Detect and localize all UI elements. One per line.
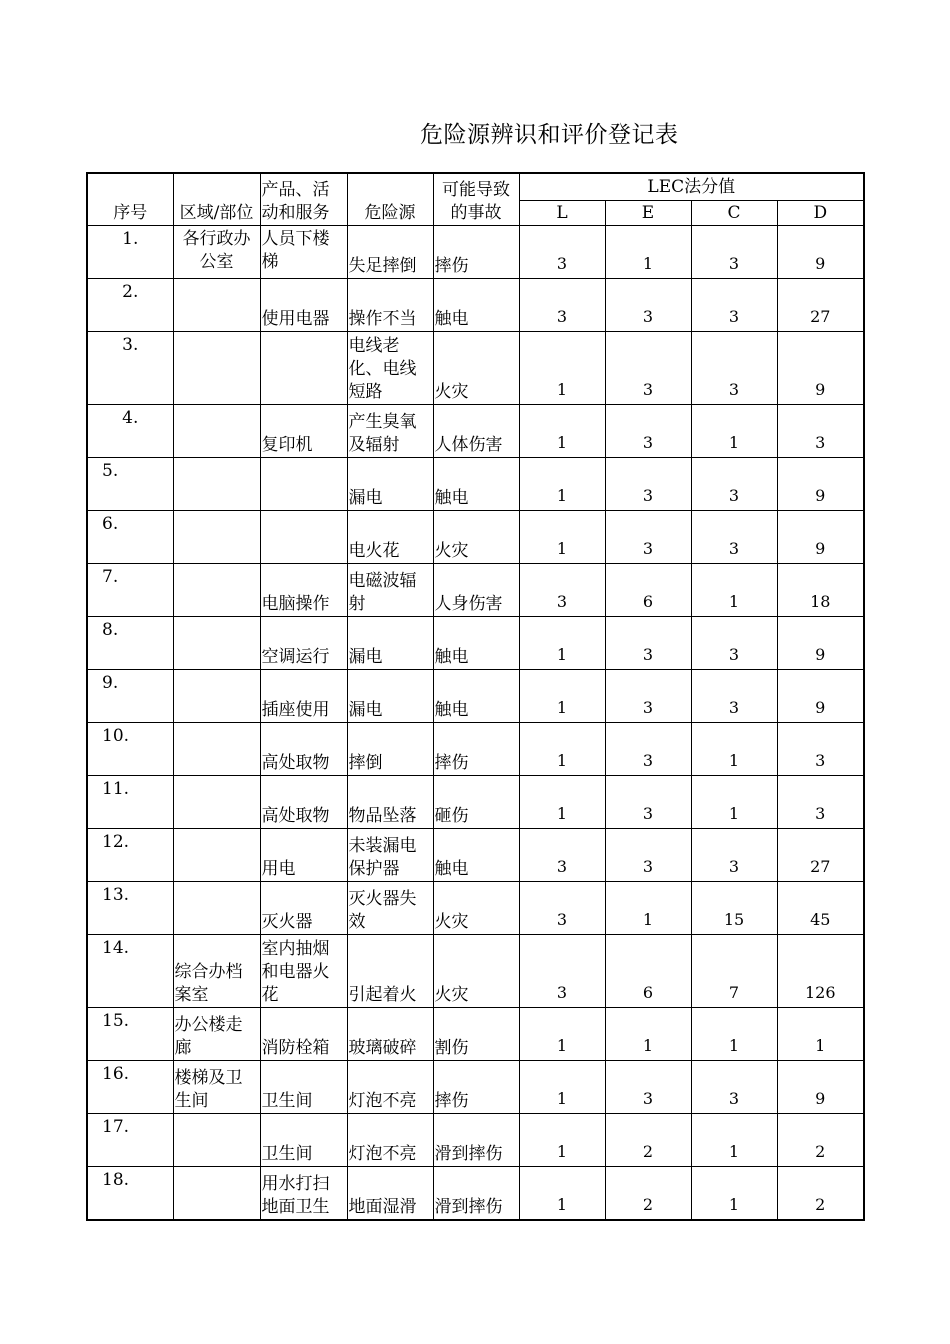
- cell-e: 3: [605, 617, 691, 670]
- cell-c: 3: [691, 829, 777, 882]
- header-lec: LEC法分值: [519, 173, 864, 201]
- cell-seq: 4.: [87, 405, 173, 458]
- cell-area: [173, 670, 260, 723]
- header-d: D: [777, 201, 864, 226]
- cell-seq: 17.: [87, 1114, 173, 1167]
- cell-area: [173, 723, 260, 776]
- cell-d: 27: [777, 829, 864, 882]
- table-row: [87, 405, 864, 458]
- header-seq: 序号: [87, 173, 173, 226]
- cell-c: 15: [691, 882, 777, 935]
- cell-d: 9: [777, 617, 864, 670]
- cell-accident: 人身伤害: [433, 564, 519, 617]
- cell-area: [173, 1114, 260, 1167]
- cell-c: 3: [691, 226, 777, 279]
- cell-hazard: 电线老化、电线短路: [347, 332, 433, 405]
- cell-accident: 滑到摔伤: [433, 1114, 519, 1167]
- table-row: [87, 226, 864, 279]
- table-row: [87, 1008, 864, 1061]
- cell-accident: 火灾: [433, 935, 519, 1008]
- cell-l: 3: [519, 226, 605, 279]
- cell-e: 3: [605, 776, 691, 829]
- cell-seq: 18.: [87, 1167, 173, 1220]
- cell-accident: 人体伤害: [433, 405, 519, 458]
- cell-e: 1: [605, 226, 691, 279]
- cell-accident: 触电: [433, 670, 519, 723]
- cell-activity: 卫生间: [260, 1114, 347, 1167]
- cell-d: 3: [777, 776, 864, 829]
- header-area: 区域/部位: [173, 173, 260, 226]
- cell-e: 6: [605, 564, 691, 617]
- cell-hazard: 漏电: [347, 670, 433, 723]
- cell-e: 3: [605, 1061, 691, 1114]
- cell-activity: [260, 332, 347, 405]
- cell-activity: 卫生间: [260, 1061, 347, 1114]
- cell-area: [173, 564, 260, 617]
- cell-l: 1: [519, 776, 605, 829]
- cell-l: 3: [519, 882, 605, 935]
- cell-accident: 割伤: [433, 1008, 519, 1061]
- cell-e: 3: [605, 332, 691, 405]
- cell-l: 1: [519, 458, 605, 511]
- cell-hazard: 引起着火: [347, 935, 433, 1008]
- header-c: C: [691, 201, 777, 226]
- cell-e: 3: [605, 670, 691, 723]
- cell-c: 1: [691, 723, 777, 776]
- cell-activity: 复印机: [260, 405, 347, 458]
- cell-l: 1: [519, 332, 605, 405]
- cell-c: 3: [691, 617, 777, 670]
- cell-d: 9: [777, 226, 864, 279]
- cell-e: 3: [605, 458, 691, 511]
- cell-d: 3: [777, 405, 864, 458]
- cell-area: 综合办档案室: [173, 935, 260, 1008]
- cell-d: 27: [777, 279, 864, 332]
- cell-area: [173, 776, 260, 829]
- cell-accident: 火灾: [433, 511, 519, 564]
- cell-c: 3: [691, 458, 777, 511]
- cell-d: 9: [777, 1061, 864, 1114]
- cell-area: [173, 617, 260, 670]
- cell-hazard: 漏电: [347, 617, 433, 670]
- cell-hazard: 地面湿滑: [347, 1167, 433, 1220]
- cell-c: 1: [691, 1114, 777, 1167]
- cell-c: 3: [691, 511, 777, 564]
- cell-hazard: 摔倒: [347, 723, 433, 776]
- table-row: [87, 332, 864, 405]
- cell-activity: 用水打扫地面卫生: [260, 1167, 347, 1220]
- cell-e: 2: [605, 1114, 691, 1167]
- cell-c: 3: [691, 332, 777, 405]
- cell-accident: 砸伤: [433, 776, 519, 829]
- cell-e: 2: [605, 1167, 691, 1220]
- cell-l: 1: [519, 405, 605, 458]
- cell-area: 各行政办公室: [173, 226, 260, 279]
- cell-d: 2: [777, 1167, 864, 1220]
- cell-e: 3: [605, 279, 691, 332]
- cell-seq: 2.: [87, 279, 173, 332]
- cell-hazard: 漏电: [347, 458, 433, 511]
- cell-hazard: 灯泡不亮: [347, 1061, 433, 1114]
- cell-hazard: 未装漏电保护器: [347, 829, 433, 882]
- cell-seq: 10.: [87, 723, 173, 776]
- cell-seq: 5.: [87, 458, 173, 511]
- cell-accident: 触电: [433, 829, 519, 882]
- cell-hazard: 灭火器失效: [347, 882, 433, 935]
- cell-area: [173, 511, 260, 564]
- cell-activity: 消防栓箱: [260, 1008, 347, 1061]
- table-row: [87, 670, 864, 723]
- cell-d: 3: [777, 723, 864, 776]
- cell-hazard: 产生臭氧及辐射: [347, 405, 433, 458]
- table-row: [87, 723, 864, 776]
- cell-l: 3: [519, 564, 605, 617]
- cell-c: 7: [691, 935, 777, 1008]
- cell-e: 1: [605, 882, 691, 935]
- cell-seq: 12.: [87, 829, 173, 882]
- cell-c: 1: [691, 1167, 777, 1220]
- cell-e: 3: [605, 511, 691, 564]
- cell-seq: 11.: [87, 776, 173, 829]
- cell-activity: 电脑操作: [260, 564, 347, 617]
- cell-e: 3: [605, 405, 691, 458]
- cell-activity: 用电: [260, 829, 347, 882]
- cell-l: 1: [519, 1061, 605, 1114]
- cell-area: [173, 332, 260, 405]
- table-row: [87, 564, 864, 617]
- table-row: [87, 935, 864, 1008]
- cell-activity: 人员下楼梯: [260, 226, 347, 279]
- cell-c: 3: [691, 279, 777, 332]
- header-e: E: [605, 201, 691, 226]
- cell-hazard: 电磁波辐射: [347, 564, 433, 617]
- cell-seq: 7.: [87, 564, 173, 617]
- table-row: [87, 617, 864, 670]
- cell-c: 3: [691, 670, 777, 723]
- header-activity: 产品、活动和服务: [260, 173, 347, 226]
- cell-accident: 滑到摔伤: [433, 1167, 519, 1220]
- table-body: [87, 226, 864, 1220]
- table-row: [87, 279, 864, 332]
- cell-e: 3: [605, 723, 691, 776]
- cell-activity: 空调运行: [260, 617, 347, 670]
- cell-e: 3: [605, 829, 691, 882]
- table-row: [87, 829, 864, 882]
- cell-activity: [260, 511, 347, 564]
- cell-activity: 使用电器: [260, 279, 347, 332]
- table-row: [87, 1167, 864, 1220]
- cell-d: 126: [777, 935, 864, 1008]
- cell-accident: 火灾: [433, 882, 519, 935]
- cell-l: 1: [519, 1008, 605, 1061]
- cell-e: 6: [605, 935, 691, 1008]
- cell-seq: 6.: [87, 511, 173, 564]
- cell-l: 3: [519, 279, 605, 332]
- cell-hazard: 灯泡不亮: [347, 1114, 433, 1167]
- cell-accident: 触电: [433, 617, 519, 670]
- cell-accident: 触电: [433, 458, 519, 511]
- hazard-register-table: [86, 172, 865, 1221]
- cell-hazard: 失足摔倒: [347, 226, 433, 279]
- cell-seq: 15.: [87, 1008, 173, 1061]
- cell-c: 1: [691, 1008, 777, 1061]
- table-row: [87, 458, 864, 511]
- header-hazard: 危险源: [347, 173, 433, 226]
- cell-d: 2: [777, 1114, 864, 1167]
- cell-c: 1: [691, 776, 777, 829]
- cell-activity: 高处取物: [260, 723, 347, 776]
- cell-activity: [260, 458, 347, 511]
- cell-accident: 摔伤: [433, 1061, 519, 1114]
- cell-area: [173, 1167, 260, 1220]
- cell-accident: 摔伤: [433, 226, 519, 279]
- cell-area: [173, 279, 260, 332]
- cell-d: 18: [777, 564, 864, 617]
- cell-area: 楼梯及卫生间: [173, 1061, 260, 1114]
- cell-d: 9: [777, 458, 864, 511]
- cell-c: 1: [691, 564, 777, 617]
- table-row: [87, 1114, 864, 1167]
- table-row: [87, 1061, 864, 1114]
- cell-area: [173, 458, 260, 511]
- cell-area: [173, 829, 260, 882]
- page-title: 危险源辨识和评价登记表: [420, 122, 679, 148]
- cell-seq: 14.: [87, 935, 173, 1008]
- cell-l: 3: [519, 935, 605, 1008]
- cell-activity: 插座使用: [260, 670, 347, 723]
- table-row: [87, 882, 864, 935]
- cell-l: 1: [519, 1167, 605, 1220]
- table-row: [87, 776, 864, 829]
- cell-l: 1: [519, 670, 605, 723]
- cell-l: 1: [519, 1114, 605, 1167]
- cell-d: 9: [777, 332, 864, 405]
- cell-hazard: 电火花: [347, 511, 433, 564]
- cell-hazard: 物品坠落: [347, 776, 433, 829]
- cell-seq: 13.: [87, 882, 173, 935]
- cell-accident: 触电: [433, 279, 519, 332]
- cell-activity: 室内抽烟和电器火花: [260, 935, 347, 1008]
- cell-area: 办公楼走廊: [173, 1008, 260, 1061]
- cell-l: 1: [519, 617, 605, 670]
- cell-d: 9: [777, 511, 864, 564]
- cell-l: 3: [519, 829, 605, 882]
- cell-accident: 火灾: [433, 332, 519, 405]
- cell-seq: 1.: [87, 226, 173, 279]
- cell-d: 1: [777, 1008, 864, 1061]
- cell-area: [173, 405, 260, 458]
- cell-d: 9: [777, 670, 864, 723]
- cell-seq: 9.: [87, 670, 173, 723]
- cell-e: 1: [605, 1008, 691, 1061]
- cell-c: 1: [691, 405, 777, 458]
- cell-area: [173, 882, 260, 935]
- cell-activity: 高处取物: [260, 776, 347, 829]
- table-row: [87, 511, 864, 564]
- cell-c: 3: [691, 1061, 777, 1114]
- cell-hazard: 操作不当: [347, 279, 433, 332]
- cell-hazard: 玻璃破碎: [347, 1008, 433, 1061]
- cell-seq: 3.: [87, 332, 173, 405]
- cell-l: 1: [519, 723, 605, 776]
- cell-seq: 8.: [87, 617, 173, 670]
- cell-d: 45: [777, 882, 864, 935]
- header-l: L: [519, 201, 605, 226]
- cell-seq: 16.: [87, 1061, 173, 1114]
- cell-activity: 灭火器: [260, 882, 347, 935]
- header-accident: 可能导致的事故: [433, 173, 519, 226]
- cell-l: 1: [519, 511, 605, 564]
- cell-accident: 摔伤: [433, 723, 519, 776]
